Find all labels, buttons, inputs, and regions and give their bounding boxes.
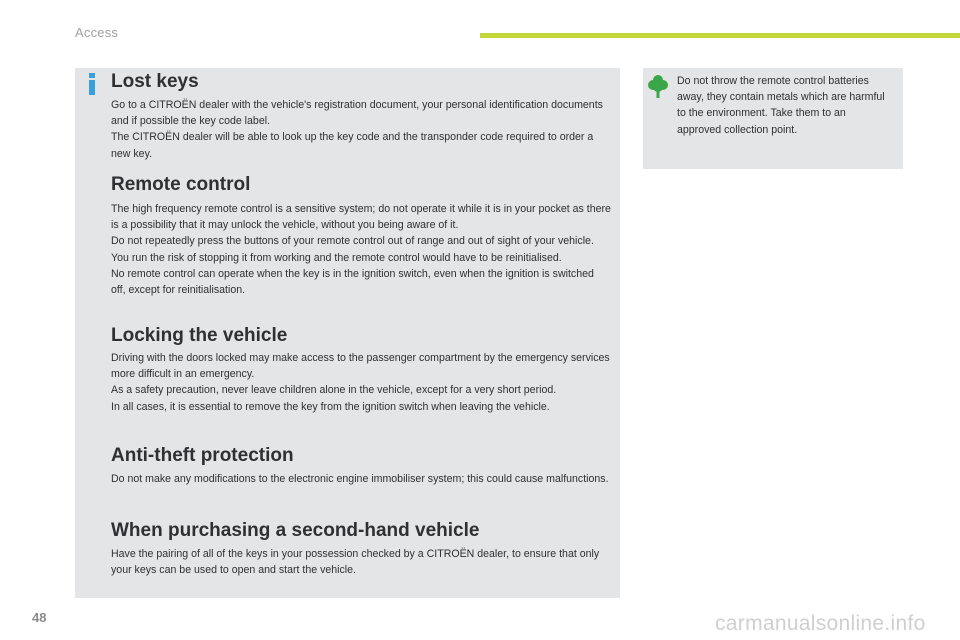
tree-icon <box>648 74 668 98</box>
section-body-anti-theft-protection <box>111 471 611 487</box>
section-title-locking-the-vehicle: Locking the vehicle <box>111 325 288 346</box>
paragraph: Have the pairing of all of the keys in your possession checked by a CITROËN dealer, to ensure that only your keys can be used to open and start the vehicle. <box>111 548 600 577</box>
section-title-second-hand-vehicle: When purchasing a second-hand vehicle <box>111 520 480 541</box>
paragraph: As a safety precaution, never leave children alone in the vehicle, except for a very short period. <box>111 384 557 397</box>
paragraph: The CITROËN dealer will be able to look up the key code and the transponder code required to order a new key. <box>111 131 594 160</box>
section-body-second-hand-vehicle <box>111 546 611 578</box>
watermark-text: carmanualsonline.info <box>715 612 926 635</box>
paragraph: No remote control can operate when the key is in the ignition switch, even when the ignition is switched off, except for reinitialisation. <box>111 267 594 297</box>
section-body-locking-the-vehicle <box>111 350 611 415</box>
environment-note-text: Do not throw the remote control batteries away, they contain metals which are harmful to the environment. Take them to an approved collection point. <box>677 75 885 136</box>
paragraph: Do not repeatedly press the buttons of your remote control out of range and out of sight of your vehicle. You run the risk of stopping it from working and the remote control would have to be reinitialised. <box>111 235 594 264</box>
info-icon <box>84 73 100 95</box>
paragraph: Go to a CITROËN dealer with the vehicle's registration document, your personal identification documents and if possible the key code label. <box>111 99 603 128</box>
header-accent-bar <box>480 33 960 38</box>
paragraph: Driving with the doors locked may make access to the passenger compartment by the emergency services more difficult in an emergency. <box>111 352 610 381</box>
page-number: 48 <box>32 610 47 625</box>
section-title-remote-control: Remote control <box>111 174 251 195</box>
section-body-lost-keys <box>111 97 611 162</box>
page-header-title: Access <box>75 25 119 40</box>
section-body-remote-control <box>111 201 611 298</box>
section-title-lost-keys: Lost keys <box>111 71 199 92</box>
paragraph: Do not make any modifications to the electronic engine immobiliser system; this could cause malfunctions. <box>111 473 609 485</box>
paragraph: The high frequency remote control is a sensitive system; do not operate it while it is in your pocket as there is a possibility that it may unlock the vehicle, without you being aware of it. <box>111 203 611 232</box>
paragraph: In all cases, it is essential to remove the key from the ignition switch when leaving the vehicle. <box>111 400 550 413</box>
section-title-anti-theft-protection: Anti-theft protection <box>111 445 294 466</box>
